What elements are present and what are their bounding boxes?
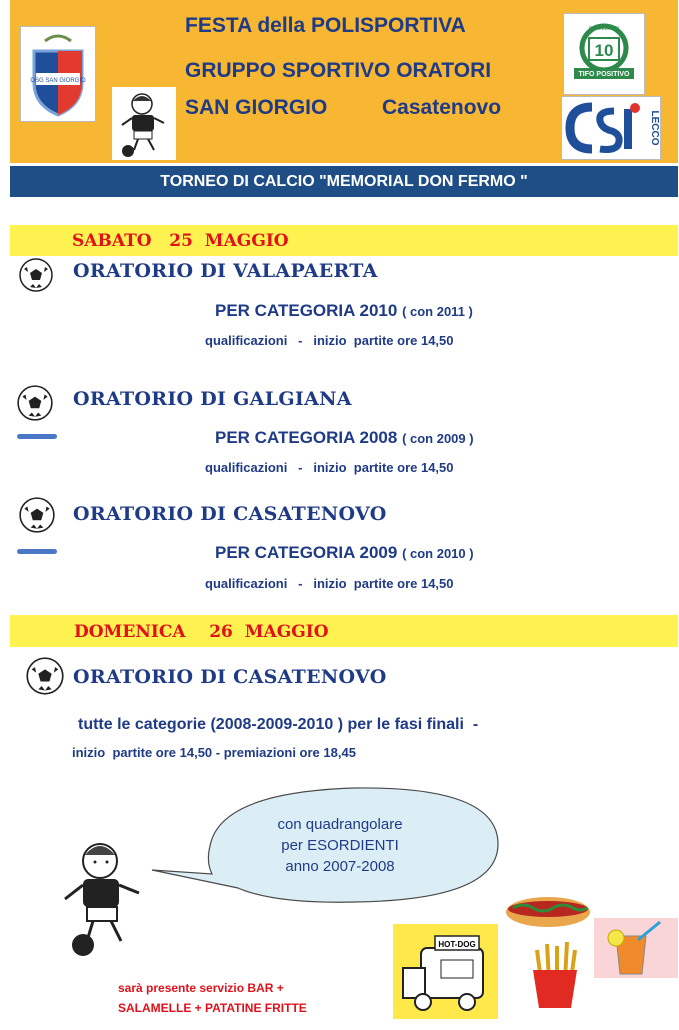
category-2008-label: PER CATEGORIA 2008 xyxy=(215,428,398,447)
bar-service-note xyxy=(118,978,307,1018)
festa-title: FESTA della POLISPORTIVA xyxy=(185,14,466,37)
club-crest-logo xyxy=(20,26,96,122)
tournament-banner: TORNEO DI CALCIO "MEMORIAL DON FERMO " xyxy=(10,166,678,197)
speech-line-1: con quadrangolare xyxy=(277,816,403,833)
drink-image xyxy=(594,918,678,978)
category-2010-label: PER CATEGORIA 2010 xyxy=(215,301,398,320)
tifo-positivo-logo xyxy=(563,13,645,95)
hotdog-truck-image xyxy=(393,924,498,1019)
casatenovo-title: Casatenovo xyxy=(382,96,502,119)
category-2009-extra: ( con 2010 ) xyxy=(402,546,474,561)
oratorio-galgiana-title: ORATORIO DI GALGIANA xyxy=(73,388,352,410)
qualification-time-3: qualificazioni - inizio partite ore 14,50 xyxy=(205,576,454,591)
csi-lecco-text: LECCO xyxy=(649,110,660,146)
oratorio-casatenovo-sunday-title: ORATORIO DI CASATENOVO xyxy=(73,666,387,688)
kid-footballer-small-image xyxy=(112,87,176,160)
crest-text: OSG SAN GIORGIO xyxy=(30,78,86,84)
soccer-ball-icon xyxy=(25,656,65,696)
gruppo-title: GRUPPO SPORTIVO ORATORI xyxy=(185,59,492,82)
category-2010 xyxy=(215,301,473,321)
soccer-ball-icon xyxy=(18,257,54,293)
soccer-ball-icon xyxy=(16,384,54,422)
finals-info: tutte le categorie (2008-2009-2010 ) per le fasi finali - xyxy=(78,716,479,733)
truck-sign-text: HOT-DOG xyxy=(438,940,476,949)
badge-number: 10 xyxy=(594,41,614,60)
finals-times: inizio partite ore 14,50 - premiazioni ore 18,45 xyxy=(72,745,356,760)
fries-image xyxy=(515,930,595,1015)
bar-note-line-1: sarà presente servizio BAR + xyxy=(118,981,284,995)
saturday-date: SABATO 25 MAGGIO xyxy=(72,231,289,251)
category-2008-extra: ( con 2009 ) xyxy=(402,431,474,446)
badge-bottom-text: TIFO POSITIVO xyxy=(578,71,630,78)
speech-line-3: anno 2007-2008 xyxy=(285,858,395,875)
qualification-time-1: qualificazioni - inizio partite ore 14,50 xyxy=(205,333,454,348)
speech-line-2: per ESORDIENTI xyxy=(281,837,399,854)
speech-text xyxy=(240,814,440,877)
oratorio-valapaerta-title: ORATORIO DI VALAPAERTA xyxy=(73,260,378,282)
kid-footballer-large-image xyxy=(55,833,155,963)
category-2009-label: PER CATEGORIA 2009 xyxy=(215,543,398,562)
sunday-date: DOMENICA 26 MAGGIO xyxy=(74,622,329,642)
blue-dash-decoration xyxy=(17,549,57,554)
category-2009 xyxy=(215,543,474,563)
hotdog-image xyxy=(503,890,593,930)
oratorio-casatenovo-title: ORATORIO DI CASATENOVO xyxy=(73,503,387,525)
category-2008 xyxy=(215,428,474,448)
csi-lecco-logo xyxy=(561,96,661,160)
san-giorgio-title: SAN GIORGIO xyxy=(185,96,328,119)
qualification-time-2: qualificazioni - inizio partite ore 14,50 xyxy=(205,460,454,475)
soccer-ball-icon xyxy=(18,496,56,534)
bar-note-line-2: SALAMELLE + PATATINE FRITTE xyxy=(118,1001,307,1015)
badge-top-text: COMMUNITY xyxy=(588,26,620,32)
blue-dash-decoration xyxy=(17,434,57,439)
category-2010-extra: ( con 2011 ) xyxy=(402,304,473,319)
